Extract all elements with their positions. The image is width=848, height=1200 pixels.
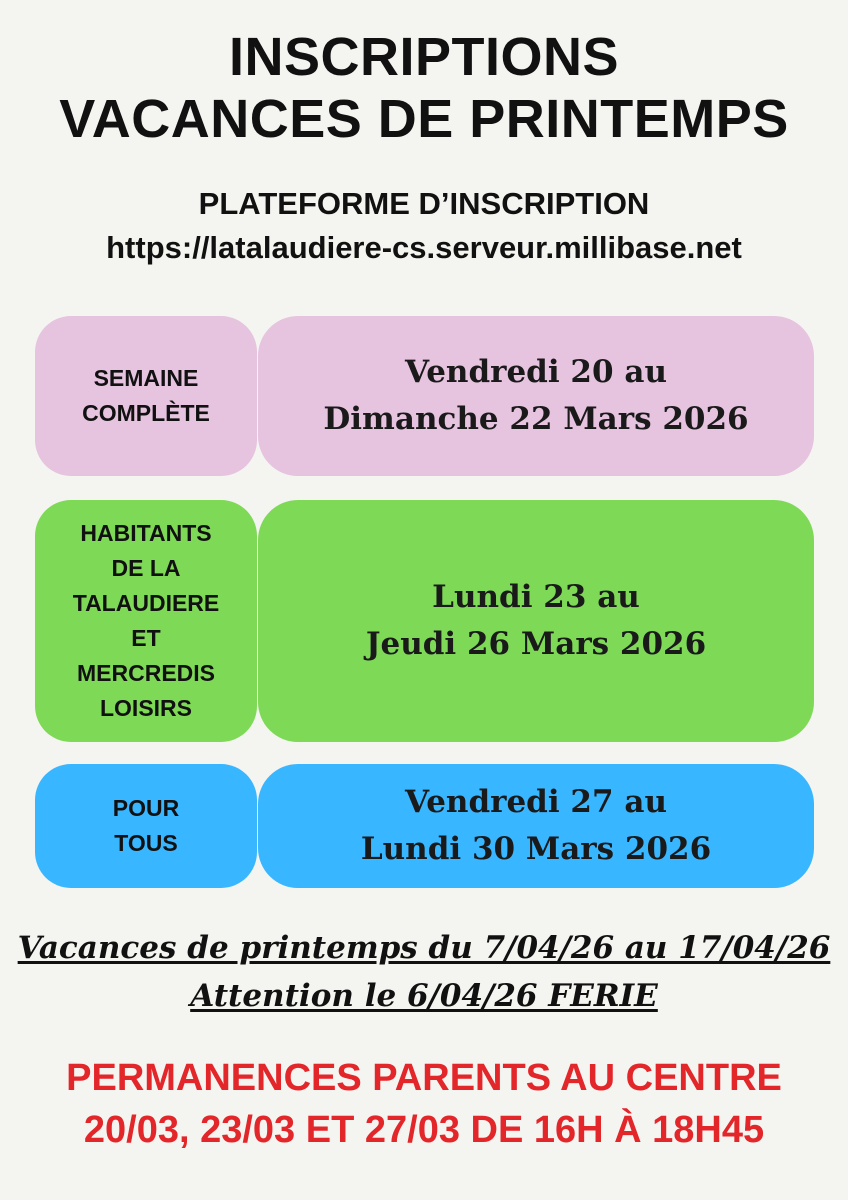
period-label-line: POUR [112, 795, 180, 821]
period-date-line: Dimanche 22 Mars 2026 [323, 401, 749, 437]
period-date-line: Jeudi 26 Mars 2026 [365, 626, 707, 662]
vacances-dates-text: Vacances de printemps du 7/04/26 au 17/04/26 [17, 930, 831, 966]
page-title [0, 26, 848, 150]
period-date-line: Vendredi 27 au [404, 784, 667, 820]
period-row-semaine-complete [0, 316, 848, 476]
period-label-line: COMPLÈTE [82, 400, 210, 426]
period-label-line: LOISIRS [99, 695, 192, 721]
permanences-heading: PERMANENCES PARENTS AU CENTRE [66, 1057, 782, 1099]
period-label-line: TOUS [114, 830, 178, 856]
period-label-line: HABITANTS [80, 520, 212, 546]
vacances-notice [0, 924, 848, 1020]
period-row-habitants [0, 500, 848, 742]
period-date-line: Lundi 30 Mars 2026 [360, 831, 712, 867]
platform-url-link[interactable]: https://latalaudiere-cs.serveur.millibase.net [106, 230, 742, 265]
period-dates-box [258, 500, 814, 742]
permanences-notice [0, 1052, 848, 1156]
period-label-line: ET [131, 625, 161, 651]
period-label-box [35, 316, 257, 476]
platform-section [0, 182, 848, 270]
period-date-line: Vendredi 20 au [404, 354, 667, 390]
period-label-line: SEMAINE [93, 365, 199, 391]
period-row-pour-tous [0, 764, 848, 888]
title-line-1: INSCRIPTIONS [228, 27, 620, 87]
period-label-box [35, 764, 257, 888]
permanences-dates: 20/03, 23/03 ET 27/03 DE 16H À 18H45 [83, 1109, 765, 1151]
period-label-line: DE LA [111, 555, 181, 581]
period-label-line: TALAUDIERE [72, 590, 220, 616]
platform-heading: PLATEFORME D’INSCRIPTION [198, 186, 650, 221]
period-label-box [35, 500, 257, 742]
period-date-line: Lundi 23 au [432, 579, 640, 615]
period-label-line: MERCREDIS [76, 660, 215, 686]
title-line-2: VACANCES DE PRINTEMPS [59, 89, 789, 149]
period-dates-box [258, 316, 814, 476]
period-dates-box [258, 764, 814, 888]
ferie-warning-text: Attention le 6/04/26 FERIE [190, 978, 658, 1014]
